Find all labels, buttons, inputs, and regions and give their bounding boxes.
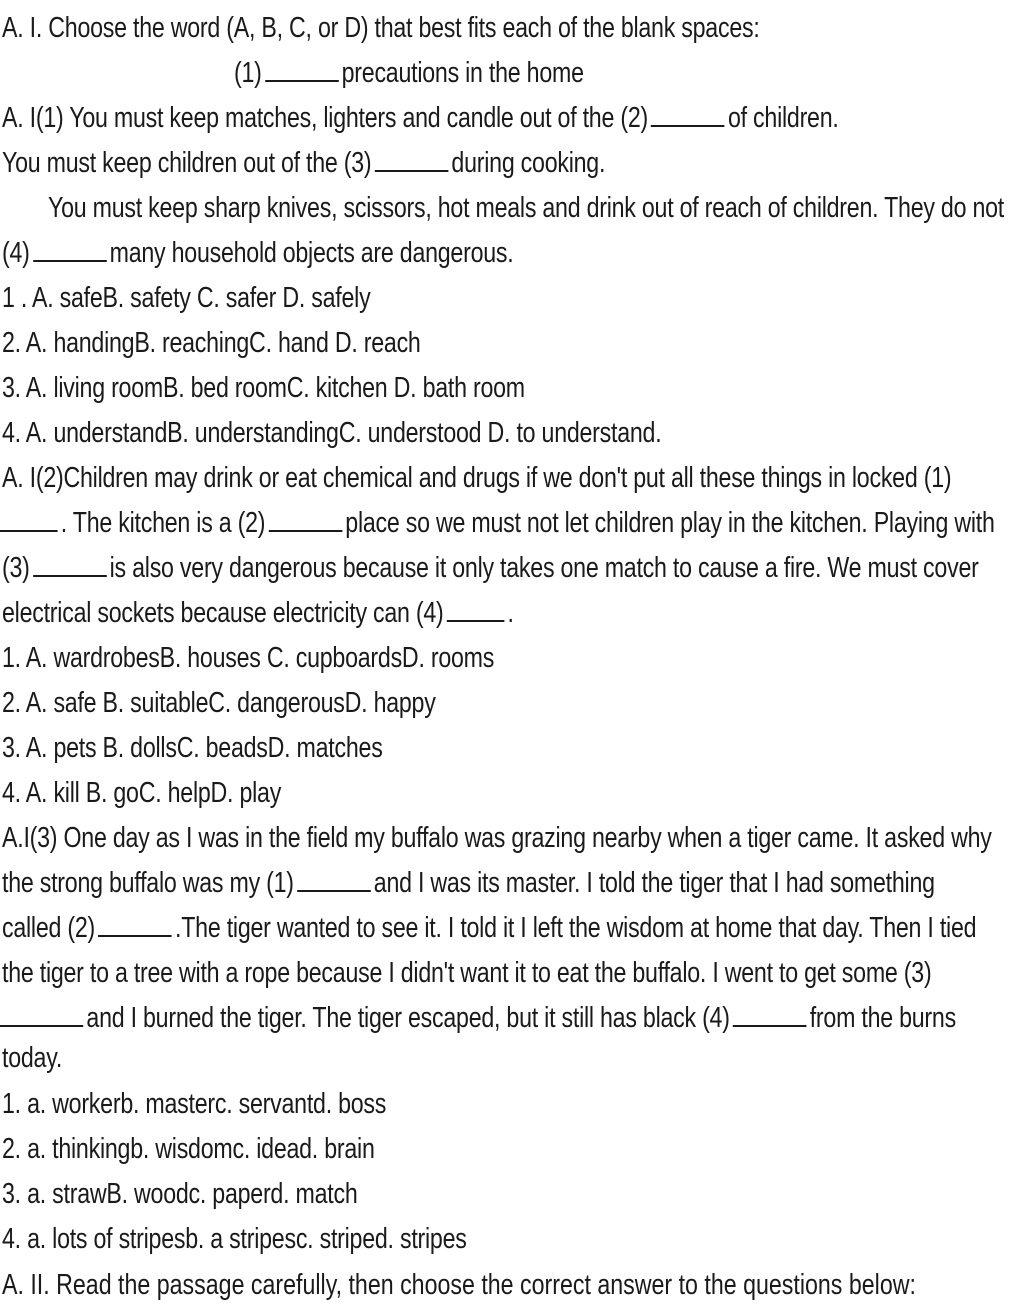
section1-line-2	[2, 141, 605, 186]
section3-line-2	[2, 861, 935, 906]
section2-option-1	[2, 636, 494, 681]
section3-line-5	[0, 996, 956, 1041]
section3-line-4	[2, 951, 931, 996]
section1-title-num: (1)	[234, 57, 262, 89]
section2-line-4	[2, 591, 514, 636]
section1-option-4	[2, 411, 661, 456]
blank	[33, 553, 107, 577]
section3-option-3	[2, 1172, 357, 1217]
section2-option-4	[2, 771, 281, 816]
section2-line-2	[0, 501, 995, 546]
option-text: 3. A. living roomB. bed roomC. kitchen D. bath room	[2, 372, 525, 404]
section1-text: (4)	[2, 237, 30, 269]
section1-text: during cooking.	[451, 147, 606, 179]
section3-line-1	[2, 816, 992, 861]
section3-option-2	[2, 1127, 375, 1172]
section2-text: . The kitchen is a (2)	[60, 507, 266, 539]
section2-text: A. I(2)Children may drink or eat chemical and drugs if we don't put all these things in locked (1)	[2, 462, 952, 494]
option-text: 2. a. thinkingb. wisdomc. idead. brain	[2, 1133, 375, 1165]
blank	[733, 1003, 807, 1027]
cutoff-text: A. II. Read the passage carefully, then choose the correct answer to the questions below:	[2, 1269, 916, 1301]
option-text: 2. A. safe B. suitableC. dangerousD. happy	[2, 687, 436, 719]
section3-text: the tiger to a tree with a rope because I didn't want it to eat the buffalo. I went to get some (3)	[2, 957, 932, 989]
section3-line-3	[2, 906, 976, 951]
section3-option-4	[2, 1217, 467, 1262]
section1-text: You must keep children out of the (3)	[2, 147, 372, 179]
option-text: 1. a. workerb. masterc. servantd. boss	[2, 1088, 387, 1120]
section2-text: .	[507, 597, 514, 629]
blank	[375, 148, 449, 172]
section1-text: many household objects are dangerous.	[109, 237, 514, 269]
option-text: 4. a. lots of stripesb. a stripesc. striped. stripes	[2, 1223, 467, 1255]
section1-text: A. I(1) You must keep matches, lighters and candle out of the (2)	[2, 102, 648, 134]
blank	[33, 238, 107, 262]
blank	[651, 103, 725, 127]
option-text: 4. A. understandB. understandingC. understood D. to understand.	[2, 417, 662, 449]
section1-line-4	[2, 231, 513, 276]
section3-text: .The tiger wanted to see it. I told it I left the wisdom at home that day. Then I tied	[175, 912, 977, 944]
option-text: 1 . A. safeB. safety C. safer D. safely	[2, 282, 371, 314]
section2-text: is also very dangerous because it only takes one match to cause a fire. We must cover	[109, 552, 979, 584]
option-text: 3. a. strawB. woodc. paperd. match	[2, 1178, 358, 1210]
blank	[268, 508, 342, 532]
section1-line-3	[48, 186, 1004, 231]
blank	[447, 598, 505, 622]
option-text: 4. A. kill B. goC. helpD. play	[2, 777, 282, 809]
section3-text: today.	[2, 1042, 63, 1074]
instruction-line	[2, 6, 760, 51]
option-text: 1. A. wardrobesB. houses C. cupboardsD. rooms	[2, 642, 495, 674]
section1-title	[234, 51, 584, 96]
section1-title-text: precautions in the home	[341, 57, 584, 89]
section1-option-2	[2, 321, 421, 366]
section2-text: place so we must not let children play in the kitchen. Playing with	[345, 507, 995, 539]
section3-text: called (2)	[2, 912, 96, 944]
section1-text: of children.	[727, 102, 839, 134]
section3-option-1	[2, 1082, 386, 1127]
section2-line-3	[2, 546, 979, 591]
section3-line-6	[2, 1036, 62, 1081]
blank	[265, 58, 339, 82]
section1-line-1	[2, 96, 839, 141]
blank	[0, 1003, 83, 1027]
instruction-text: A. I. Choose the word (A, B, C, or D) that best fits each of the blank spaces:	[2, 12, 760, 44]
section3-text: and I burned the tiger. The tiger escaped, but it still has black (4)	[86, 1002, 730, 1034]
section1-text: You must keep sharp knives, scissors, hot meals and drink out of reach of children. They do not	[48, 192, 1004, 224]
section2-option-3	[2, 726, 383, 771]
section2-line-1	[2, 456, 951, 501]
option-text: 3. A. pets B. dollsC. beadsD. matches	[2, 732, 383, 764]
section1-option-3	[2, 366, 525, 411]
option-text: 2. A. handingB. reachingC. hand D. reach	[2, 327, 421, 359]
section3-text: from the burns	[809, 1002, 956, 1034]
blank	[297, 868, 371, 892]
blank	[0, 508, 58, 532]
section2-option-2	[2, 681, 436, 726]
section2-text: electrical sockets because electricity can (4)	[2, 597, 444, 629]
section3-text: the strong buffalo was my (1)	[2, 867, 294, 899]
section2-text: (3)	[2, 552, 30, 584]
section1-option-1	[2, 276, 370, 321]
blank	[98, 913, 172, 937]
section3-text: A.I(3) One day as I was in the field my buffalo was grazing nearby when a tiger came. It asked why	[2, 822, 992, 854]
cutoff-next-section	[2, 1263, 916, 1308]
section3-text: and I was its master. I told the tiger that I had something	[373, 867, 935, 899]
